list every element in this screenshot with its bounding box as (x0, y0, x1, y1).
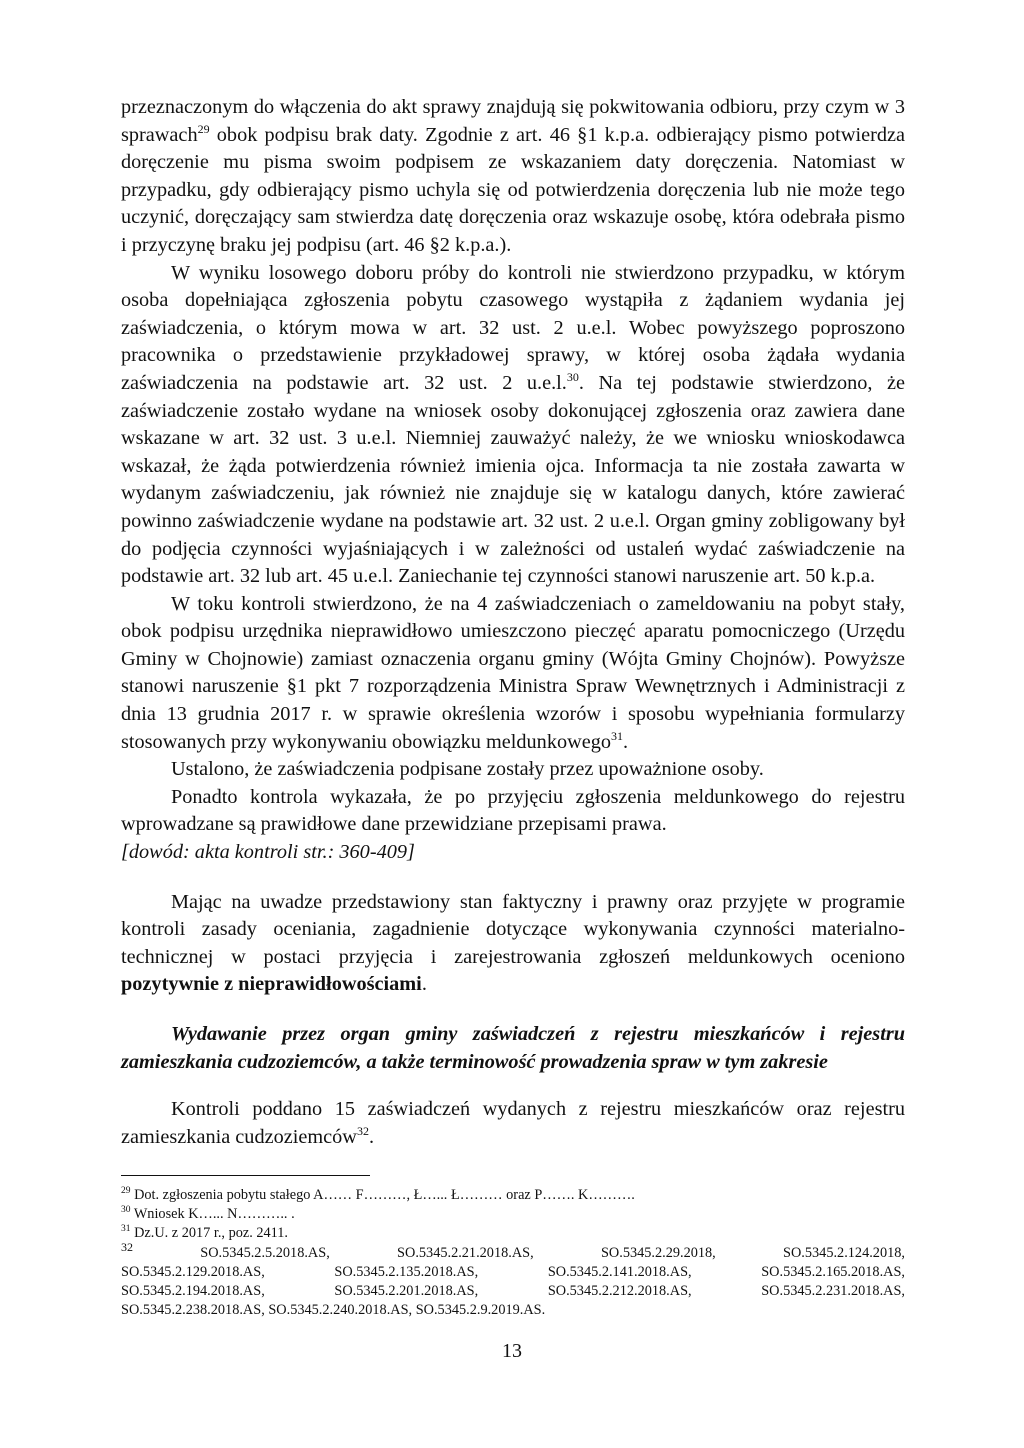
case-reference: SO.5345.2.29.2018, (600, 1244, 716, 1261)
paragraph (121, 1096, 905, 1151)
case-reference: SO.5345.2.231.2018.AS, (761, 1283, 905, 1300)
footnote-number: 29 (121, 1186, 131, 1197)
paragraph: Ponadto kontrola wykazała, że po przyjęciu zgłoszenia meldunkowego do rejestru wprowadzane są prawidłowe dane przewidziane przepisami prawa. (121, 785, 905, 836)
paragraph-text: W toku kontroli stwierdzono, że na 4 zaświadczeniach o zameldowaniu na pobyt stały, obok podpisu urzędnika nieprawidłowo umieszczono pieczęć aparatu pomocniczego (Urzędu Gminy w Chojnowie) zamiast oznaczenia organu gminy (Wójta Gminy Chojnów). Powyższe stanowi naruszenie §1 pkt 7 rozporządzenia Ministra Spraw Wewnętrznych i Administracji z dnia 13 grudnia 2017 r. w sprawie określenia wzorów i sposobu wypełniania formularzy stosowanych przy wykonywaniu obowiązku meldunkowego (121, 592, 905, 753)
section-title: Wydawanie przez organ gminy zaświadczeń z rejestru mieszkańców i rejestru zamieszkania cudzoziemców, a także terminowość prowadzenia spraw w tym zakresie (121, 1023, 905, 1073)
paragraph-text: W wyniku losowego doboru próby do kontroli nie stwierdzono przypadku, w którym osoba dopełniająca zgłoszenia pobytu czasowego wystąpiła z żądaniem wydania jej zaświadczenia, o którym mowa w art. 32 ust. 2 u.e.l. Wobec powyższego poproszono pracownika o przedstawienie przykładowej sprawy, w której osoba żądała wydania zaświadczenia na podstawie art. 32 ust. 2 u.e.l. (121, 261, 905, 394)
case-reference: SO.5345.2.135.2018.AS, (334, 1263, 479, 1280)
case-reference: SO.5345.2.194.2018.AS, (121, 1283, 265, 1300)
footnote-ref-row (121, 1282, 905, 1301)
paragraph (121, 591, 905, 757)
footnote (121, 1186, 905, 1205)
case-reference: SO.5345.2.165.2018.AS, (761, 1263, 905, 1280)
case-reference: SO.5345.2.124.2018, (783, 1244, 905, 1261)
footnote-text: Wniosek K…... N……….. . (130, 1206, 295, 1223)
footnote-ref: 30 (566, 370, 579, 385)
case-reference: SO.5345.2.21.2018.AS, (397, 1244, 534, 1261)
paragraph-text: obok podpisu brak daty. Zgodnie z art. 46 §1 k.p.a. odbierający pismo potwierdza doręczenie mu pisma swoim podpisem ze wskazaniem daty doręczenia. Natomiast w przypadku, gdy odbierający pismo uchyla się od potwierdzenia doręczenia lub nie może tego uczynić, doręczający sam stwierdza datę doręczenia oraz wskazuje osobę, która odebrała pismo i przyczynę braku jej podpisu (art. 46 §2 k.p.a.). (121, 123, 905, 256)
paragraph-text: . (421, 973, 427, 996)
spacer (121, 1076, 905, 1096)
footnote-ref: 29 (197, 121, 210, 136)
footnote (121, 1224, 905, 1243)
case-reference: SO.5345.2.5.2018.AS, (200, 1244, 330, 1261)
paragraph-text: . (623, 730, 629, 753)
footnote-ref: 32 (356, 1124, 369, 1139)
footnote-number-wrap (121, 1239, 133, 1263)
footnote-ref-row (121, 1239, 905, 1263)
footnote-ref-row (121, 1263, 905, 1282)
case-reference: SO.5345.2.201.2018.AS, (334, 1283, 479, 1300)
paragraph-text: przeznaczonym do włączenia do akt sprawy znajdują się pokwitowania odbioru, przy czym w 3 sprawach (121, 96, 905, 146)
footnotes (121, 1186, 905, 1320)
page-number: 13 (502, 1340, 522, 1362)
case-reference: SO.5345.2.141.2018.AS, (547, 1263, 692, 1280)
case-reference: SO.5345.2.129.2018.AS, (121, 1263, 265, 1280)
footnote-number: 30 (121, 1205, 131, 1216)
spacer (121, 999, 905, 1021)
paragraph-text: . Na tej podstawie stwierdzono, że zaświadczenie zostało wydane na wniosek osoby dokonującej zgłoszenia oraz zawiera dane wskazane w art. 32 ust. 3 u.e.l. Niemniej zauważyć należy, że we wniosku wnioskodawca wskazał, że żąda potwierdzenia również imienia ojca. Informacja ta nie została zawarta w wydanym zaświadczeniu, jak również nie znajduje się w katalogu danych, które zawierać powinno zaświadczenie wydane na podstawie art. 32 ust. 2 u.e.l. Organ gminy zobligowany był do podjęcia czynności wyjaśniających i w zależności od ustaleń wydać zaświadczenie na podstawie art. 32 lub art. 45 u.e.l. Zaniechanie tej czynności stanowi naruszenie art. 50 k.p.a. (121, 371, 905, 588)
footnote-ref-row: SO.5345.2.238.2018.AS, SO.5345.2.240.2018.AS, SO.5345.2.9.2019.AS. (121, 1302, 546, 1319)
footnote-number: 32 (121, 1239, 133, 1254)
footnote-separator (121, 1175, 370, 1176)
footnote-text: Dz.U. z 2017 r., poz. 2411. (130, 1225, 289, 1242)
footnote-text: Dot. zgłoszenia pobytu stałego A…… F………, Ł…... Ł……… oraz P……. K………. (130, 1187, 635, 1203)
paragraph-text: Kontroli poddano 15 zaświadczeń wydanych z rejestru mieszkańców oraz rejestru zamieszkania cudzoziemców (121, 1098, 905, 1148)
footnote (121, 1205, 905, 1224)
paragraph: Ustalono, że zaświadczenia podpisane zostały przez upoważnione osoby. (171, 758, 764, 781)
footnote-number: 31 (121, 1224, 131, 1235)
body-text (121, 94, 905, 1151)
evidence-reference: [dowód: akta kontroli str.: 360-409] (121, 841, 415, 864)
paragraph (121, 94, 905, 260)
paragraph (121, 889, 905, 999)
paragraph-text: . (368, 1125, 375, 1148)
case-reference: SO.5345.2.212.2018.AS, (547, 1283, 692, 1300)
footnote-ref: 31 (611, 728, 624, 743)
assessment-result: pozytywnie z nieprawidłowościami (121, 973, 422, 996)
spacer (121, 867, 905, 889)
paragraph-text: Mając na uwadze przedstawiony stan faktyczny i prawny oraz przyjęte w programie kontroli zasady oceniania, zagadnienie dotyczące wykonywania czynności materialno-technicznej w postaci przyjęcia i zarejestrowania zgłoszeń meldunkowych oceniono (121, 890, 905, 968)
paragraph (121, 260, 905, 591)
